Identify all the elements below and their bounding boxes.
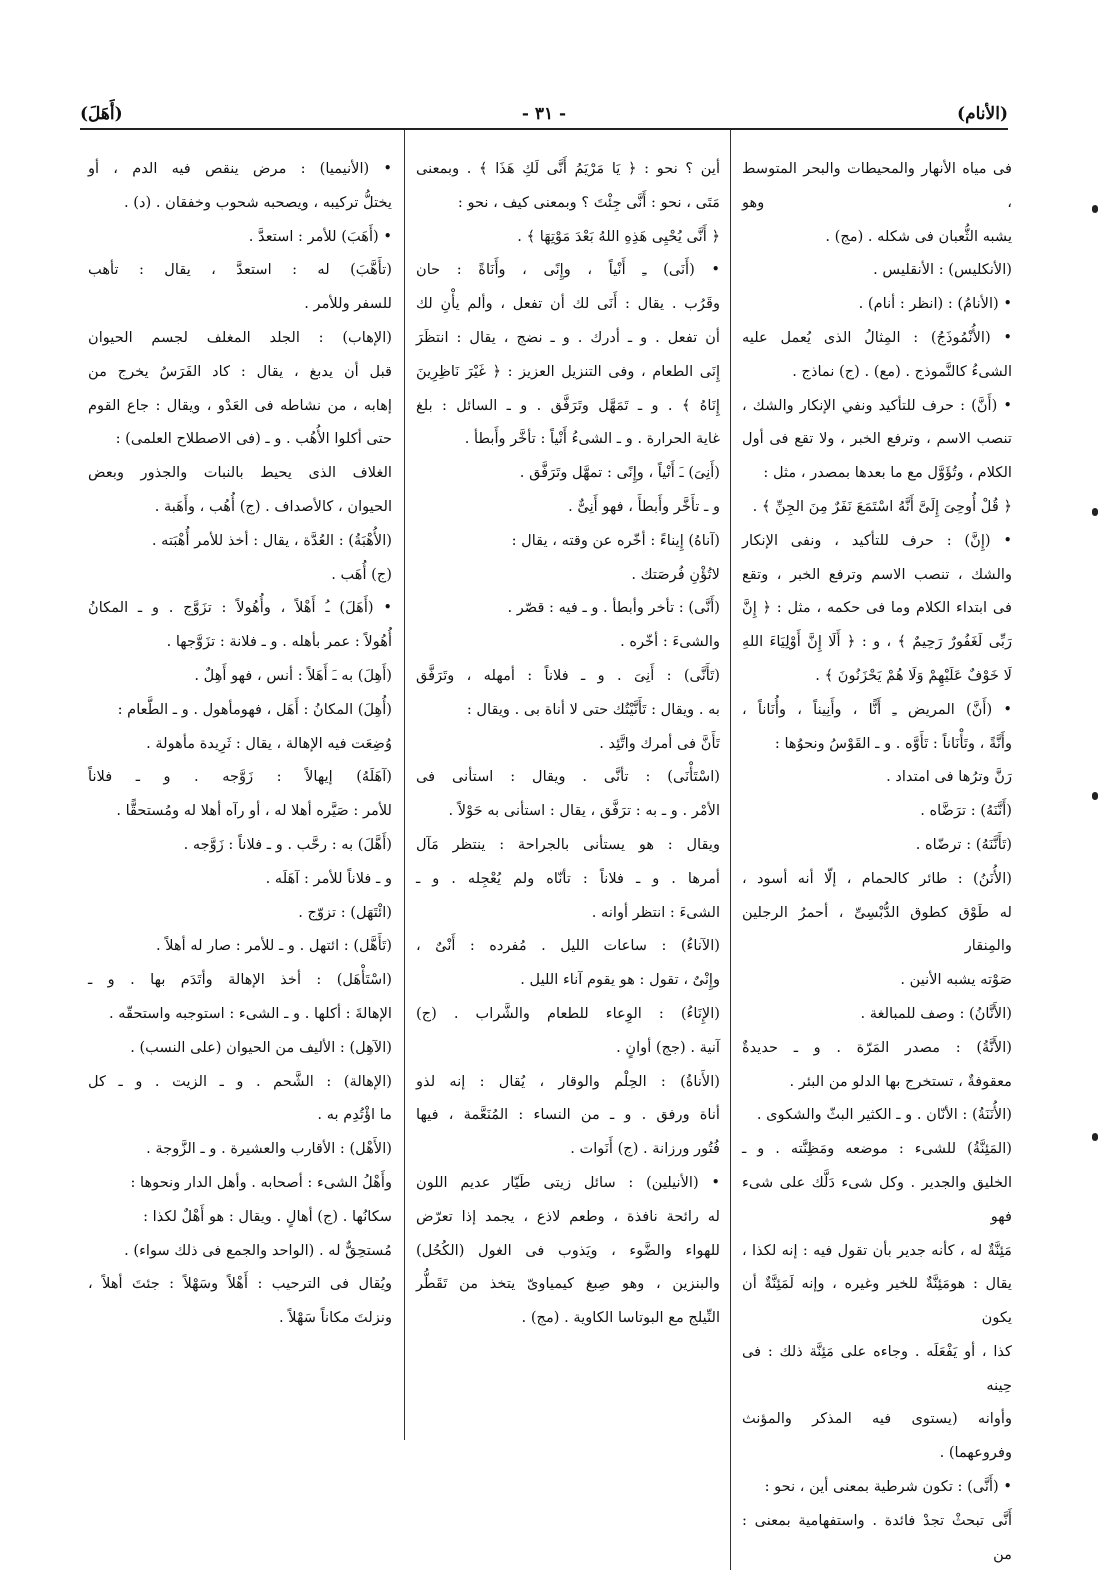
text-line: (اسْتَأْهَل) : أخذ الإهالة وأتَدَم بها . و ـ	[88, 971, 392, 989]
text-line: ما اؤْتُدِم به .	[317, 1106, 392, 1124]
text-line: وإِنْىٌ ، تقول : هو يقوم آناء الليل .	[520, 971, 720, 989]
text-line: النِّيلج مع البوتاسا الكاوية . (مج) .	[521, 1309, 720, 1327]
text-line: • (إِنَّ) : حرف للتأكيد ، ونفى الإنكار	[742, 531, 1012, 549]
text-line: (تَأَنَّى) : أَنِىَ . و ـ فلاناً : أمهله ، وتَرَفَّق	[416, 666, 720, 684]
text-line: آنية . (جج) أوانٍ .	[616, 1038, 720, 1056]
text-line: (الأَنَّانُ) : وصف للمبالغة .	[860, 1004, 1012, 1022]
column-middle	[416, 152, 720, 1335]
text-line: • (الأُنْمُوذَجُ) : المِثالُ الذى يُعمل عليه	[742, 328, 1012, 346]
text-line: (ج) أُهَب .	[331, 565, 392, 583]
text-line: معقوفةٌ ، تستخرج بها الدلو من البئر .	[789, 1072, 1012, 1090]
text-line: • (أَنَى) ـِ أَنْياً ، وإِنًى ، وأَنَاةً : حان	[416, 261, 720, 279]
text-line: لَا خَوْفٌ عَلَيْهِمْ وَلَا هُمْ يَحْزَنُونَ ﴾ .	[815, 666, 1012, 684]
text-line: مَئِنَّةٌ له ، كأنه جدير بأن تقول فيه : إنه لكذا ،	[742, 1241, 1012, 1259]
text-line: الإهالةَ : أكلها . و ـ الشىء : استوجبه واستحقّه .	[108, 1004, 392, 1022]
text-line: وأَهْلُ الشىء : أصحابه . وأهل الدار ونحوها :	[130, 1173, 392, 1191]
text-line: (الأُهْبَةُ) : العُدَّة ، يقال : أخذ للأمر أُهْبَته .	[151, 531, 392, 549]
text-line: (المَئِنَّةُ) للشىء : موضعه ومَظِنَّته . و ـ	[742, 1140, 1012, 1158]
text-line: (الأُنَنُ) : طائر كالحمام ، إلّا أنه أسود ،	[742, 869, 1012, 887]
text-line: (آناهُ) إِيناءً : أخّره عن وقته ، يقال :	[511, 531, 720, 549]
text-line: الأمْر . و ـ به : ترَفَّق ، يقال : استأنى به حَوْلاً .	[448, 802, 720, 820]
text-line: أين ؟ نحو : ﴿ يَا مَرْيَمُ أَنَّى لَكِ هَذَا ﴾ . وبمعنى	[416, 160, 720, 177]
text-line: قبل أن يدبغ ، يقال : كاد الفَرَسُ يخرج من	[88, 362, 392, 380]
text-line: والشك ، تنصب الاسم وترفع الخبر ، وتقع	[742, 565, 1012, 583]
text-line: الخليق والجدير . وكل شىء دَلَّك على شىء فهو	[742, 1173, 1012, 1225]
text-line: • (الأنيميا) : مرض ينقص فيه الدم ، أو	[88, 160, 392, 177]
text-line: وأَنَّةً ، وتَأْنَاناً : تَأَوَّه . و ـ القَوْسُ ونحوُها :	[774, 734, 1012, 752]
text-line: • (أَنَّ) : حرف للتأكيد ونفي الإنكار والشك ،	[742, 396, 1012, 414]
text-line: سكانُها . (ج) أهالٍ . ويقال : هو أَهْلٌ لكذا :	[143, 1207, 392, 1225]
text-line: يقال : هومَئِنَّةٌ للخير وغيره ، وإنه لَمَئِنَّةٌ أن يكون	[742, 1275, 1012, 1327]
text-line: (أَهَّلَ) به : رحَّب . و ـ فلاناً : زَوَّجه .	[183, 835, 392, 853]
text-line: أُهُولاً : عمر بأهله . و ـ فلانة : تزَوَّجها .	[166, 633, 392, 651]
text-line: للأمر : صَيَّره أهلا له ، أو رآه أهلا له ومُستحقًّا .	[116, 802, 392, 820]
text-line: (الأُنَنَةُ) : الأنّان . و ـ الكثير البثّ والشكوى .	[756, 1106, 1012, 1124]
text-line: رَنَّ وترُها فى امتداد .	[886, 768, 1012, 786]
text-line: و ـ تأَخَّر وأَبطأَ ، فهو أَنِىٌّ .	[568, 497, 720, 515]
text-line: (الأَهْل) : الأقارب والعشيرة . و ـ الزَّوجة .	[146, 1140, 392, 1158]
text-line: الشىءَ : انتظر أوانه .	[591, 903, 720, 921]
text-line: مُستحِقٌّ له . (الواحد والجمع فى ذلك سواء) .	[124, 1241, 392, 1259]
text-line: فى ابتداء الكلام وما فى حكمه ، مثل : ﴿ إِنَّ	[742, 599, 1012, 617]
text-line: أَنَّى تبحثْ تجدْ فائدة . واستفهامية بمعنى : من	[742, 1511, 1012, 1563]
text-line: ويقال : هو يستأنى بالجراحة : ينتظر مَآل	[416, 835, 720, 853]
text-line: إِنَى الطعام ، وفى التنزيل العزيز : ﴿ غَيْرَ نَاظِرِينَ	[416, 362, 720, 380]
text-line: يختلُّ تركيبه ، ويصحبه شحوب وخفقان . (د) .	[124, 193, 392, 211]
text-line: الشىءُ كالنَّموذج . (مع) . (ج) نماذج .	[792, 362, 1012, 380]
text-line: مَتَى ، نحو : أَنَّى جِئْتَ ؟ وبمعنى كيف ، نحو :	[457, 193, 720, 211]
text-line: (أُهِلَ) المكانُ : أَهَل ، فهومأهول . و ـ الطَّعام :	[117, 700, 392, 718]
text-line: (أَنَّى) : تأخر وأبطأ . و ـ فيه : قصّر .	[507, 599, 720, 617]
text-line: (الإهالة) : الشَّحم . و ـ الزيت . و ـ كل	[88, 1072, 392, 1090]
column-left	[88, 152, 392, 1335]
text-line: والبنزين ، وهو صِبغ كيمياوىّ يتخذ من تَقَطُّر	[416, 1275, 720, 1293]
text-line: (ائْتَهَل) : تزوّج .	[298, 903, 392, 921]
text-line: • (الأنامُ) : (انظر : أنام) .	[858, 295, 1012, 313]
text-line: (تَأَنَّنَهُ) : ترضّاه .	[915, 835, 1012, 853]
text-line: و ـ فلاناً للأمر : آهَلَه .	[265, 869, 392, 887]
text-line: (تَأَهَّل) : ائتهل . و ـ للأمر : صار له أهلاً .	[155, 937, 392, 955]
text-line: أناة ورفق . و ـ من النساء : المُنَعَّمة ، فيها	[416, 1106, 720, 1124]
text-line: غاية الحرارة . و ـ الشىءُ أَنْياً : تأخَّر وأَبطأ .	[464, 430, 720, 448]
text-line: للهواء والضَّوء ، ويَذوب فى الغول (الكُحُل)	[416, 1241, 720, 1259]
header-guide-word-left: (أَهَلَ)	[80, 104, 123, 124]
text-line: (الآهِل) : الأليف من الحيوان (على النسب) .	[130, 1038, 392, 1056]
text-line: وُضِعَت فيه الإهالة ، يقال : ثَرِيدة مأهولة .	[146, 734, 392, 752]
text-line: ويُقال فى الترحيب : أَهْلاً وسَهْلاً : جئتَ أهلاً ،	[88, 1275, 392, 1293]
margin-mark	[1092, 1133, 1098, 1141]
text-line: ﴿ أَنَّى يُحْيِى هَذِهِ اللهُ بَعْدَ مَوْتِهَا ﴾ .	[517, 227, 720, 245]
text-line: • (أَنَّ) المريض ـِ أَنًّا ، وأَنِيناً ، وأُنَاناً ،	[742, 700, 1012, 718]
text-line: وقَرُب . يقال : أَنَى لك أن تفعل ، وألم يأْنِ لك	[416, 295, 720, 313]
text-line: (آهَلَهُ) إيهالاً : زَوَّجه . و ـ فلاناً	[88, 768, 392, 786]
column-divider-right	[730, 130, 731, 1570]
text-line: (اسْتَأْنَى) : تأنَّى . ويقال : استأنى فى	[416, 768, 720, 786]
text-line: تَأَنَّ فى أمرك واتَّئِد .	[599, 734, 720, 752]
margin-mark	[1092, 508, 1098, 516]
text-line: الغلاف الذى يحيط بالنبات والجذور وبعض	[88, 464, 392, 482]
text-line: والشىءَ : أخّره .	[620, 633, 720, 651]
text-line: (أَنَّنَهُ) : ترَضَّاه .	[920, 802, 1012, 820]
text-line: • (الأنيلين) : سائل زيتى طَيّار عديم اللون	[416, 1173, 720, 1191]
column-right	[742, 152, 1012, 1571]
page-header	[80, 96, 1008, 140]
text-line: يشبه الثُّعبان فى شكله . (مج) .	[825, 227, 1012, 245]
text-line: للسفر وللأمر .	[304, 295, 392, 313]
text-line: (أَنِىَ) ـَ أَنْياً ، وإِنًى : تمهَّل وتَرَفَّق .	[519, 464, 720, 482]
text-line: أن تفعل . و ـ أدرك . و ـ نضج ، يقال : انتظَرَ	[416, 328, 720, 346]
text-line: له طَوْق كطوق الدُّبْسِىِّ ، أحمرُ الرجلين والمِنقار	[742, 903, 1012, 955]
text-line: صَوْته يشبه الأنين .	[900, 971, 1012, 989]
text-line: أمرها . و ـ فلاناً : تأنّاه ولم يُعْجِله . و ـ	[416, 869, 720, 887]
text-line: إِنَاهُ ﴾ . و ـ تَمَهَّل وتَرَفَّق . و ـ السائل : بلغ	[416, 396, 720, 414]
page-number: - ٣١ -	[521, 104, 567, 124]
text-line: كذا ، أو يَفْعَلَه . وجاءه على مَئِنَّة ذلك : فى حِينه	[742, 1342, 1012, 1394]
text-line: الحيوان ، كالأصداف . (ج) أُهُب ، وأَهَبة .	[154, 497, 392, 515]
text-line: ﴿ قُلْ أُوحِىَ إِلَىَّ أَنَّهُ اسْتَمَعَ نَفَرٌ مِنَ الجِنِّ ﴾ .	[752, 497, 1012, 515]
text-line: ونزلتَ مكاناً سَهْلاً .	[279, 1309, 392, 1327]
text-line: (الأَنَّةُ) : مصدر المَرّة . و ـ حديدةٌ	[742, 1038, 1012, 1056]
text-line: • (أَهَبَ) للأمر : استعدَّ .	[248, 227, 392, 245]
text-line: (أَهِلَ) به ـَ أَهَلاً : أنس ، فهو أَهِلٌ .	[194, 666, 392, 684]
text-line: حتى أكلوا الأُهُب . و ـ (فى الاصطلاح العلمى) :	[115, 430, 392, 448]
text-line: تنصب الاسم ، وترفع الخبر ، ولا تقع فى أول	[742, 430, 1012, 448]
text-line: • (أَنَّى) : تكون شرطية بمعنى أين ، نحو :	[764, 1478, 1012, 1496]
column-divider-left	[404, 130, 405, 1440]
text-line: له رائحة نافذة ، وطعم لاذع ، يجمد إذا تعرّض	[416, 1207, 720, 1225]
text-line: به . ويقال : تَأَنَّيْتُك حتى لا أناة بى . ويقال :	[466, 700, 720, 718]
header-guide-word-right: (الأنام)	[957, 104, 1008, 124]
text-line: وأوانه (يستوى فيه المذكر والمؤنث وفروعهما) .	[742, 1410, 1012, 1462]
text-line: • (أَهَلَ) ـُ أَهْلاً ، وأُهُولاً : تزَوَّج . و ـ المكانُ	[88, 599, 392, 617]
text-line: (الإِنَاءُ) : الوِعاء للطعام والشَّراب . (ج)	[416, 1004, 720, 1022]
text-line: رَبِّى لَغَفُورٌ رَحِيمٌ ﴾ ، و : ﴿ أَلَا إِنَّ أَوْلِيَاءَ اللهِ	[742, 633, 1012, 651]
text-line: (الأَناةُ) : الحِلْم والوقار ، يُقال : إنه لذو	[416, 1072, 720, 1090]
text-line: الكلام ، وتُؤَوَّل مع ما بعدها بمصدر ، مثل :	[763, 464, 1012, 482]
text-line: فى مياه الأنهار والمحيطات والبحر المتوسط ، وهو	[742, 160, 1012, 211]
text-line: لاتُؤْنِ فُرصَتك .	[631, 565, 720, 583]
text-line: (الإهاب) : الجلد المغلف لجسم الحيوان	[88, 328, 392, 346]
text-line: فُتُور ورزانة . (ج) أَنَوات .	[570, 1140, 720, 1158]
margin-mark	[1092, 205, 1098, 213]
text-line: (الأنكليس) : الأنقليس .	[873, 261, 1012, 279]
text-line: (تأَهَّبَ) له : استعدَّ ، يقال : تأهب	[88, 261, 392, 279]
header-rule	[80, 128, 1008, 130]
text-line: إهابه ، من نشاطه فى العَدْو ، ويقال : جاع القوم	[88, 396, 392, 414]
text-line: (الآناءُ) : ساعات الليل . مُفرده : أَنْىٌ ،	[416, 937, 720, 955]
margin-mark	[1092, 792, 1098, 800]
